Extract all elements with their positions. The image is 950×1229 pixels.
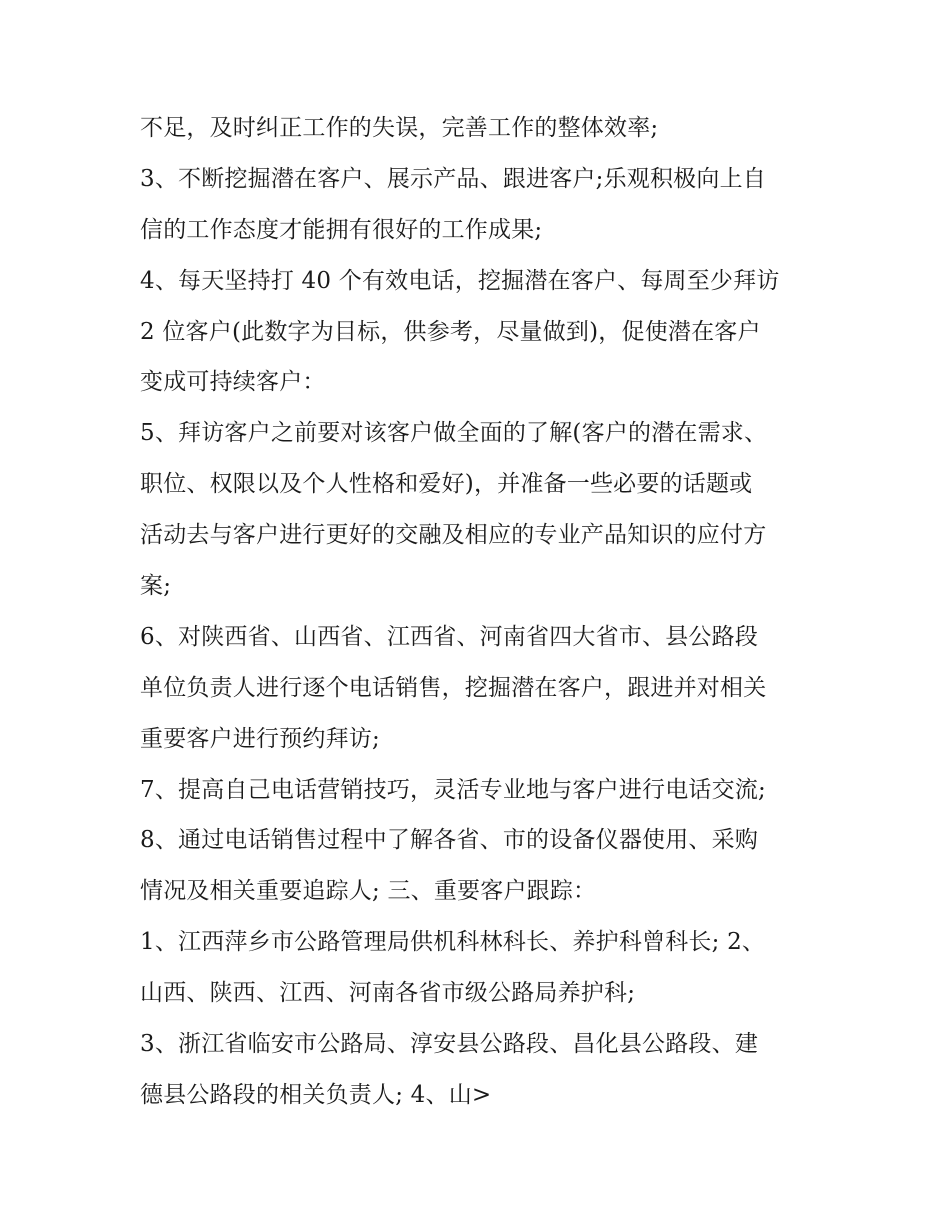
text-line: 2 位客户(此数字为目标，供参考，尽量做到)，促使潜在客户: [140, 318, 761, 345]
text-line: 变成可持续客户：: [140, 369, 326, 396]
text-line: 德县公路段的相关负责人; 4、山>: [140, 1081, 492, 1108]
text-line: 3、浙江省临安市公路局、淳安县公路段、昌化县公路段、建: [140, 1031, 759, 1058]
text-line: 情况及相关重要追踪人; 三、重要客户跟踪：: [140, 878, 597, 905]
text-line: 重要客户进行预约拜访;: [140, 725, 380, 752]
text-line: 5、拜访客户之前要对该客户做全面的了解(客户的潜在需求、: [140, 420, 768, 447]
text-line: 6、对陕西省、山西省、江西省、河南省四大省市、县公路段: [140, 623, 759, 650]
text-line: 不足，及时纠正工作的失误，完善工作的整体效率;: [140, 115, 659, 141]
document-body: [140, 103, 830, 1121]
text-line: 信的工作态度才能拥有很好的工作成果;: [140, 216, 543, 243]
text-line: 4、每天坚持打 40 个有效电话，挖掘潜在客户、每周至少拜访: [140, 267, 780, 294]
text-line: 职位、权限以及个人性格和爱好)，并准备一些必要的话题或: [140, 471, 753, 498]
text-line: 7、提高自己电话营销技巧，灵活专业地与客户进行电话交流;: [140, 776, 766, 803]
text-line: 山西、陕西、江西、河南各省市级公路局养护科;: [140, 980, 636, 1007]
text-line: 单位负责人进行逐个电话销售，挖掘潜在客户，跟进并对相关: [140, 674, 767, 701]
text-line: 3、不断挖掘潜在客户、展示产品、跟进客户;乐观积极向上自: [140, 165, 766, 192]
text-line: 活动去与客户进行更好的交融及相应的专业产品知识的应付方: [140, 522, 767, 549]
text-line: 案;: [140, 573, 172, 600]
text-line: 8、通过电话销售过程中了解各省、市的设备仪器使用、采购: [140, 827, 759, 854]
text-line: 1、江西萍乡市公路管理局供机科林科长、养护科曾科长; 2、: [140, 929, 766, 956]
